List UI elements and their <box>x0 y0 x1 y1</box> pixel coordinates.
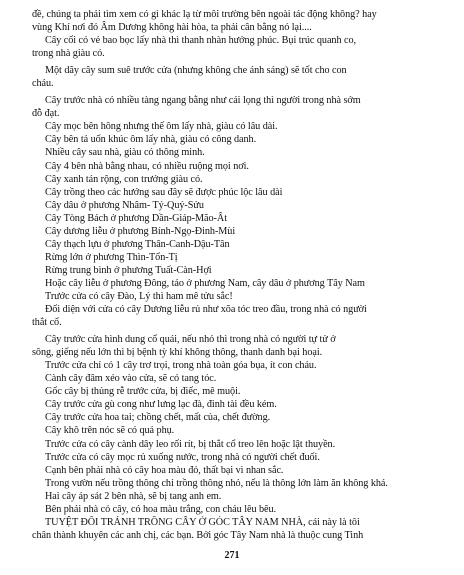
text-line: chân thành khuyên các anh chị, các bạn. Bởi góc Tây Nam nhà là thuộc cung Tinh <box>32 529 364 541</box>
text-line: Trong vườn nếu trồng thông chỉ trồng thông nhỏ, nếu là thông lớn làm ăn không khá. <box>45 477 388 489</box>
text-line: Cây dương liễu ở phương Bính-Ngọ-Đinh-Mùi <box>45 225 236 237</box>
text-line: Cây trồng theo các hướng sau đây sẽ được phúc lộc lâu dài <box>45 186 283 198</box>
text-line: Cây trước nhà có nhiều tàng ngang bằng như cái lọng thì người trong nhà sớm <box>45 95 361 107</box>
text-line: Cây 4 bên nhà bằng nhau, có nhiều ruộng mọi nơi. <box>45 160 249 172</box>
body-text <box>32 8 440 542</box>
text-line: Cây mọc bên hông nhưng thế ôm lấy nhà, giàu có lâu dài. <box>45 121 278 133</box>
text-line: Cây xanh tán rộng, con trưởng giàu có. <box>45 173 203 185</box>
text-line: trong nhà giàu có. <box>32 48 105 60</box>
text-line: cháu. <box>32 78 54 90</box>
text-line: Rừng lớn ở phương Thìn-Tốn-Tị <box>45 251 178 263</box>
text-line: TUYỆT ĐỐI TRÁNH TRỒNG CÂY Ở GÓC TÂY NAM NHÀ, cái này là tôi <box>45 516 360 528</box>
text-line: Cây dâu ở phương Nhâm- Tý-Quý-Sửu <box>45 199 204 211</box>
text-line: Đối diện với cửa có cây Dương liễu rủ như xõa tóc treo đầu, trong nhà có người <box>45 304 367 316</box>
text-line: Cây thạch lựu ở phương Thân-Canh-Dậu-Tân <box>45 238 230 250</box>
text-line: Cây trước cửa hoa tai; chồng chết, mất của, chết đường. <box>45 412 271 424</box>
text-line: Bên phải nhà có cây, có hoa màu trắng, con cháu lêu bêu. <box>45 503 277 515</box>
text-line: Cây cối có vẻ bao bọc lấy nhà thì thanh nhàn hưởng phúc. Bụi trúc quanh co, <box>45 35 357 47</box>
text-line: Trước cửa có cây mọc rủ xuống nước, trong nhà có người chết đuối. <box>45 451 320 463</box>
text-line: đỗ đạt. <box>32 108 60 120</box>
text-line: Một dãy cây sum suê trước cửa (nhưng không che ánh sáng) sẽ tốt cho con <box>45 65 347 77</box>
text-line: Trước cửa có cây cành dây leo rối rít, bị thắt cổ treo lên hoặc lật thuyền. <box>45 438 336 450</box>
text-line: sông, giếng nếu lớn thì bị bệnh tỳ khí không thông, thanh danh bại hoại. <box>32 347 323 359</box>
text-line: Gốc cây bị thủng rễ trước cửa, bị điếc, mê muội. <box>45 386 241 398</box>
text-line: Cây bên tả uốn khúc ôm lấy nhà, giàu có công danh. <box>45 134 257 146</box>
text-line: vùng Khí nơi đó Âm Dương không hài hòa, ta phải cân bằng nó lại.... <box>32 22 312 34</box>
text-line: Cây Tòng Bách ở phương Dần-Giáp-Mão-Ất <box>45 212 227 224</box>
text-line: Cành cây đâm xéo vào cửa, sẽ có tang tóc. <box>45 373 217 385</box>
text-line: Cây trước cửa hình dung cổ quái, nếu nhỏ thì trong nhà có người tự tử ở <box>45 334 336 346</box>
text-line: Hoặc cây liễu ở phương Đông, táo ở phương Nam, cây dâu ở phương Tây Nam <box>45 277 365 289</box>
text-line: Trước cửa có cây Đào, Lý thì ham mê tửu sắc! <box>45 290 233 302</box>
text-line: thắt cổ. <box>32 317 62 329</box>
text-line: Cây khô trên nóc sẽ có quả phụ. <box>45 425 175 437</box>
text-line: Hai cây áp sát 2 bên nhà, sẽ bị tang anh em. <box>45 490 222 502</box>
text-line: Cây trước cửa gù cong như lưng lạc đà, đinh tài đều kém. <box>45 399 277 411</box>
page-number: 271 <box>224 550 240 561</box>
text-line: Nhiều cây sau nhà, giàu có thông minh. <box>45 147 205 159</box>
text-line: Trước cửa chỉ có 1 cây trơ trọi, trong nhà toàn góa bụa, ít con cháu. <box>45 360 317 372</box>
text-line: đề, chúng ta phải tìm xem có gì khác lạ từ môi trường bên ngoài tác động không? hay <box>32 9 377 20</box>
text-line: Rừng trung bình ở phương Tuất-Càn-Hợi <box>45 264 212 276</box>
text-line: Cạnh bên phải nhà có cây hoa màu đỏ, thất bại vì nhan sắc. <box>45 464 284 476</box>
